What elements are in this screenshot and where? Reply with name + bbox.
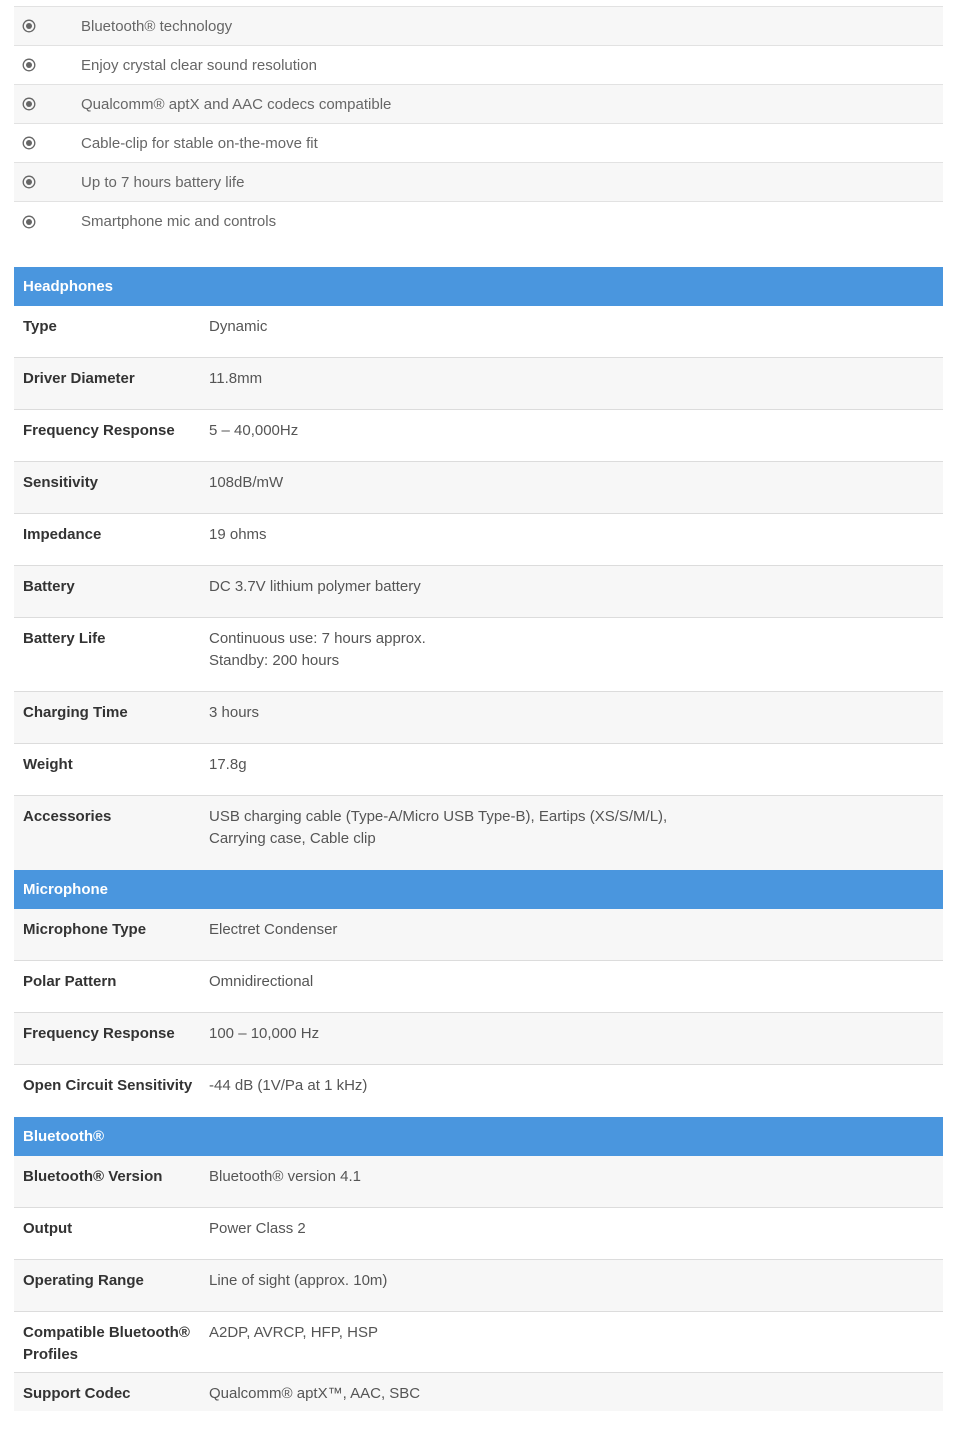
spec-label — [14, 1312, 209, 1366]
spec-value: 100 – 10,000 Hz — [209, 1025, 320, 1042]
spec-value: 19 ohms — [209, 526, 267, 543]
spec-row — [14, 744, 943, 796]
feature-text: Bluetooth® technology — [81, 17, 233, 35]
spec-value: DC 3.7V lithium polymer battery — [209, 578, 421, 595]
spec-label: Output — [23, 1220, 73, 1237]
spec-value — [209, 796, 943, 850]
feature-item — [14, 46, 943, 85]
spec-value: Dynamic — [209, 318, 268, 335]
spec-row — [14, 1312, 943, 1373]
spec-label-line: Profiles — [23, 1346, 79, 1363]
feature-item — [14, 7, 943, 46]
spec-value: 108dB/mW — [209, 474, 284, 491]
spec-row — [14, 909, 943, 961]
spec-label: Battery — [23, 578, 75, 595]
spec-label: Type — [23, 318, 57, 335]
spec-label: Sensitivity — [23, 474, 99, 491]
spec-value: 17.8g — [209, 756, 247, 773]
spec-value-line: USB charging cable (Type-A/Micro USB Type-B), Eartips (XS/S/M/L), — [209, 808, 668, 825]
spec-label: Microphone Type — [23, 921, 147, 938]
spec-label: Weight — [23, 756, 73, 773]
spec-value: 11.8mm — [209, 370, 263, 387]
spec-value — [209, 618, 943, 672]
spec-value-line: Standby: 200 hours — [209, 652, 340, 669]
radio-bullet-icon — [14, 136, 81, 150]
feature-text: Qualcomm® aptX and AAC codecs compatible — [81, 95, 392, 113]
spec-value: 5 – 40,000Hz — [209, 422, 299, 439]
section-header-bluetooth: Bluetooth® — [14, 1117, 943, 1156]
feature-text: Smartphone mic and controls — [81, 213, 277, 230]
spec-label-line: Compatible Bluetooth® — [23, 1324, 190, 1341]
spec-table — [14, 267, 943, 1411]
spec-value: A2DP, AVRCP, HFP, HSP — [209, 1324, 378, 1341]
spec-row — [14, 1156, 943, 1208]
spec-label: Frequency Response — [23, 422, 175, 439]
spec-value-line: Continuous use: 7 hours approx. — [209, 630, 426, 647]
spec-value: Electret Condenser — [209, 921, 338, 938]
section-header-microphone: Microphone — [14, 870, 943, 909]
spec-row — [14, 410, 943, 462]
feature-item — [14, 85, 943, 124]
feature-text: Enjoy crystal clear sound resolution — [81, 56, 317, 74]
spec-value: 3 hours — [209, 704, 260, 721]
feature-text: Cable-clip for stable on-the-move fit — [81, 134, 318, 152]
radio-bullet-icon — [14, 19, 81, 33]
spec-value: Bluetooth® version 4.1 — [209, 1168, 361, 1185]
spec-label: Impedance — [23, 526, 102, 543]
spec-row — [14, 1013, 943, 1065]
spec-row — [14, 1208, 943, 1260]
spec-row — [14, 514, 943, 566]
spec-value: -44 dB (1V/Pa at 1 kHz) — [209, 1077, 368, 1094]
spec-label: Frequency Response — [23, 1025, 175, 1042]
spec-value: Omnidirectional — [209, 973, 314, 990]
feature-item — [14, 202, 943, 241]
spec-row — [14, 796, 943, 870]
spec-row — [14, 618, 943, 692]
radio-bullet-icon — [14, 58, 81, 72]
spec-label: Open Circuit Sensitivity — [23, 1077, 193, 1094]
feature-item — [14, 124, 943, 163]
spec-label: Polar Pattern — [23, 973, 117, 990]
spec-label: Support Codec — [23, 1385, 131, 1402]
spec-row — [14, 692, 943, 744]
feature-list — [14, 6, 943, 241]
spec-label: Accessories — [23, 808, 112, 825]
section-header-headphones: Headphones — [14, 267, 943, 306]
spec-row — [14, 961, 943, 1013]
spec-value-line: Carrying case, Cable clip — [209, 830, 376, 847]
spec-value: Qualcomm® aptX™, AAC, SBC — [209, 1385, 421, 1402]
spec-label: Battery Life — [23, 630, 106, 647]
spec-row — [14, 306, 943, 358]
spec-value: Power Class 2 — [209, 1220, 306, 1237]
spec-label: Driver Diameter — [23, 370, 135, 387]
spec-label: Operating Range — [23, 1272, 144, 1289]
radio-bullet-icon — [14, 175, 81, 189]
radio-bullet-icon — [14, 215, 81, 229]
spec-row — [14, 1260, 943, 1312]
feature-text: Up to 7 hours battery life — [81, 173, 245, 191]
spec-row — [14, 1373, 943, 1411]
spec-label: Charging Time — [23, 704, 128, 721]
radio-bullet-icon — [14, 97, 81, 111]
spec-label: Bluetooth® Version — [23, 1168, 163, 1185]
spec-row — [14, 1065, 943, 1117]
spec-row — [14, 358, 943, 410]
spec-value: Line of sight (approx. 10m) — [209, 1272, 388, 1289]
spec-row — [14, 462, 943, 514]
spec-row — [14, 566, 943, 618]
feature-item — [14, 163, 943, 202]
